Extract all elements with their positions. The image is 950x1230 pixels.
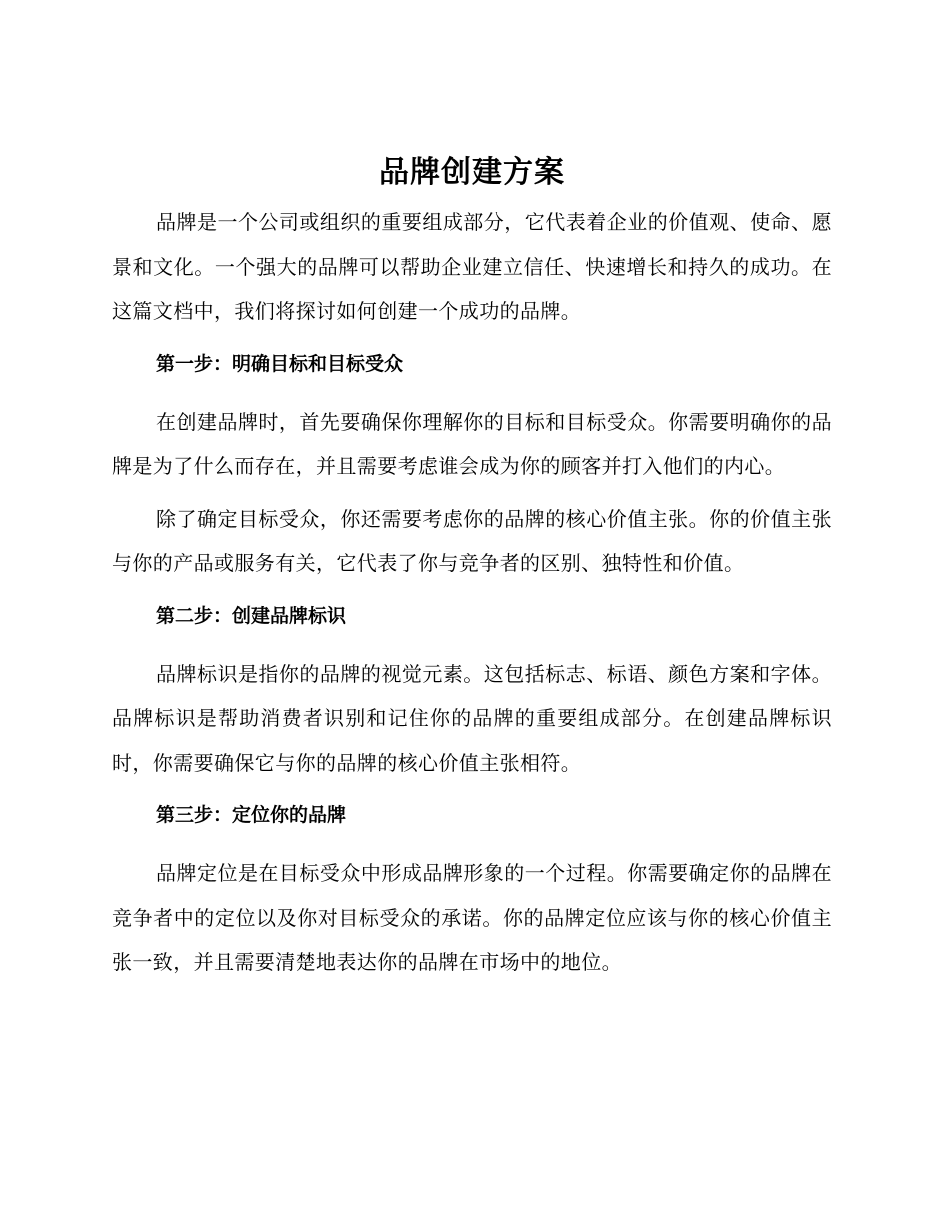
section-1-paragraph-2: 除了确定目标受众，你还需要考虑你的品牌的核心价值主张。你的价值主张与你的产品或服务有关，它代表了你与竞争者的区别、独特性和价值。 xyxy=(112,506,832,575)
section-1-paragraph-1: 在创建品牌时，首先要确保你理解你的目标和目标受众。你需要明确你的品牌是为了什么而存在，并且需要考虑谁会成为你的顾客并打入他们的内心。 xyxy=(112,409,832,478)
section-heading-step-1: 第一步：明确目标和目标受众 xyxy=(156,352,404,375)
document-body xyxy=(112,150,832,993)
section-3-paragraph-1: 品牌定位是在目标受众中形成品牌形象的一个过程。你需要确定你的品牌在竞争者中的定位以及你对目标受众的承诺。你的品牌定位应该与你的核心价值主张一致，并且需要清楚地表达你的品牌在市场中的地位。 xyxy=(112,861,832,974)
section-heading-step-2: 第二步：创建品牌标识 xyxy=(156,604,347,627)
intro-paragraph: 品牌是一个公司或组织的重要组成部分，它代表着企业的价值观、使命、愿景和文化。一个强大的品牌可以帮助企业建立信任、快速增长和持久的成功。在这篇文档中，我们将探讨如何创建一个成功的品牌。 xyxy=(112,210,832,323)
section-2-paragraph-1: 品牌标识是指你的品牌的视觉元素。这包括标志、标语、颜色方案和字体。品牌标识是帮助消费者识别和记住你的品牌的重要组成部分。在创建品牌标识时，你需要确保它与你的品牌的核心价值主张相符。 xyxy=(112,661,832,775)
section-heading-step-3: 第三步：定位你的品牌 xyxy=(156,804,347,826)
document-title: 品牌创建方案 xyxy=(379,155,565,190)
